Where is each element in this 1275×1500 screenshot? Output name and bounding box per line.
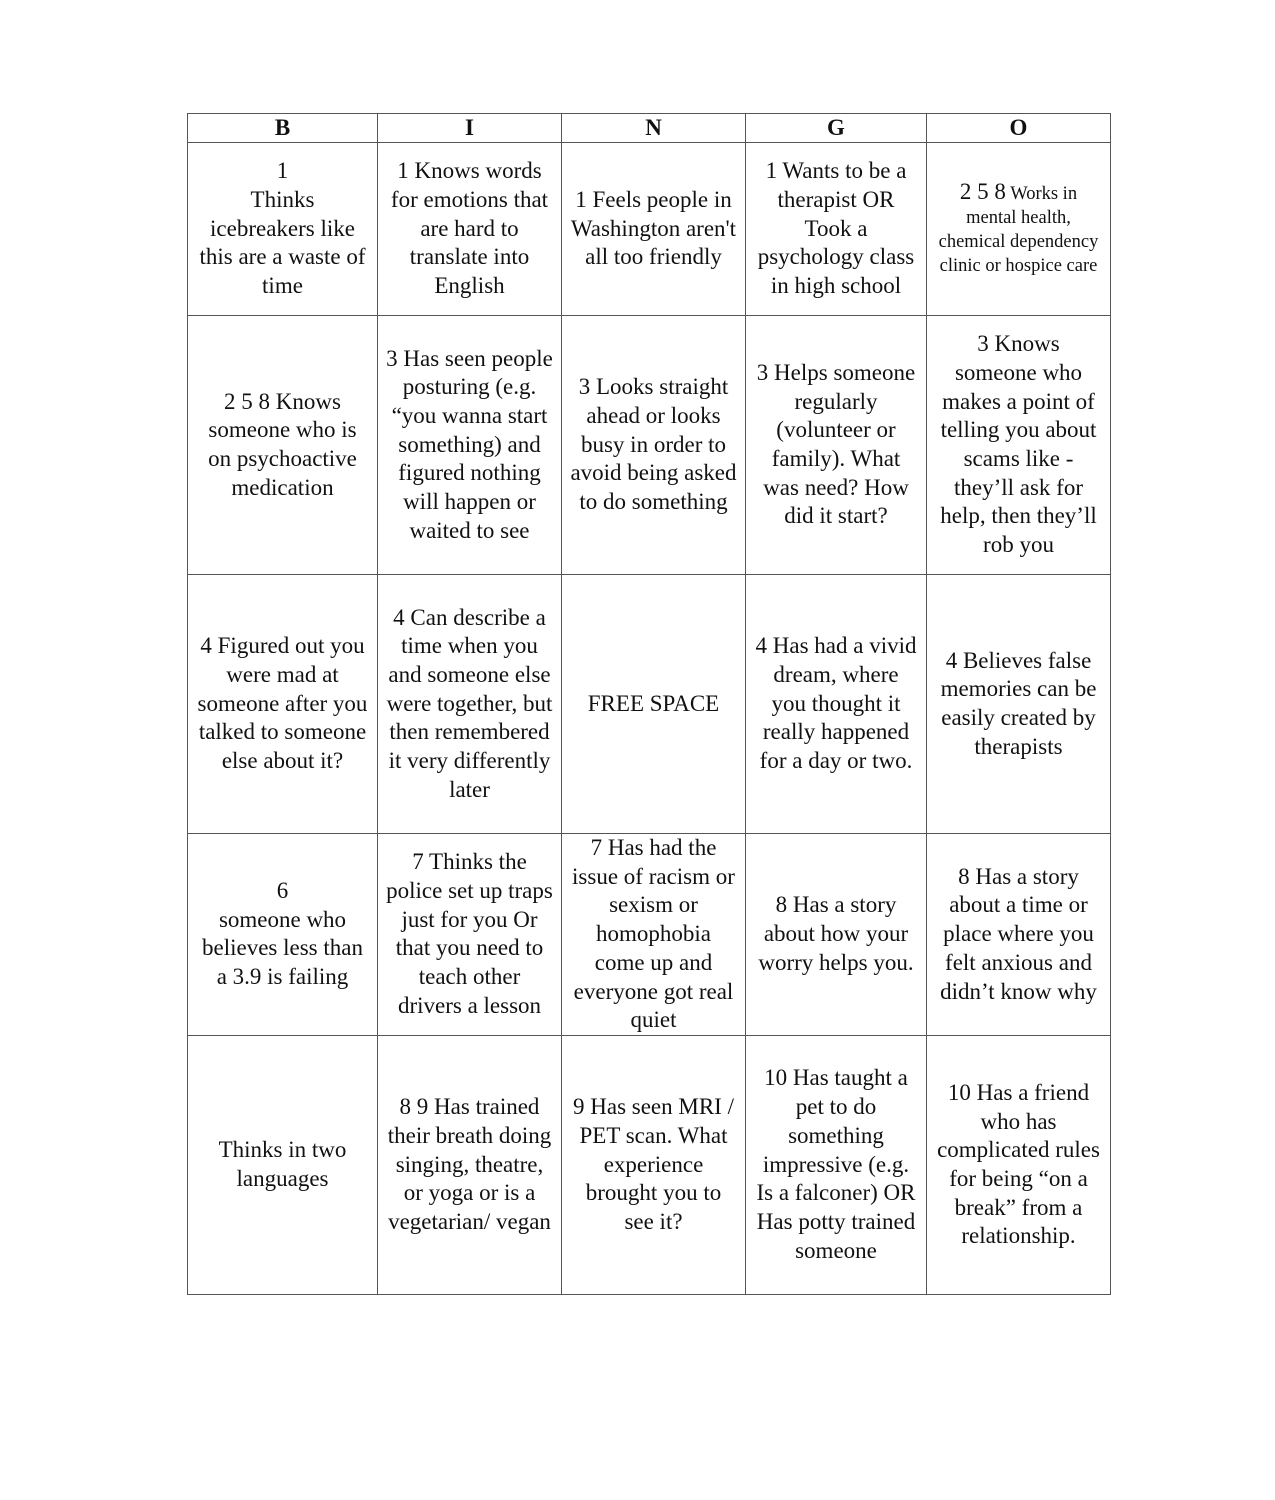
cell-n3-free-space: FREE SPACE: [562, 575, 746, 834]
cell-b2: 2 5 8 Knows someone who is on psychoactive medication: [188, 316, 378, 575]
cell-i1: 1 Knows words for emotions that are hard to translate into English: [378, 143, 562, 316]
bingo-row-5: [188, 1035, 1111, 1294]
cell-o1-text: Works in mental health, chemical dependency clinic or hospice care: [938, 184, 1099, 276]
cell-g5: 10 Has taught a pet to do something impressive (e.g. Is a falconer) OR Has potty trained someone: [746, 1035, 927, 1294]
cell-b4: 6 someone who believes less than a 3.9 is failing: [188, 834, 378, 1036]
cell-g1: 1 Wants to be a therapist OR Took a psychology class in high school: [746, 143, 927, 316]
cell-g4: 8 Has a story about how your worry helps you.: [746, 834, 927, 1036]
cell-n1: 1 Feels people in Washington aren't all too friendly: [562, 143, 746, 316]
cell-i2: 3 Has seen people posturing (e.g. “you wanna start something) and figured nothing will happen or waited to see: [378, 316, 562, 575]
header-i: I: [378, 114, 562, 143]
header-b: B: [188, 114, 378, 143]
bingo-row-3: [188, 575, 1111, 834]
header-n: N: [562, 114, 746, 143]
cell-n4: 7 Has had the issue of racism or sexism or homophobia come up and everyone got real quiet: [562, 834, 746, 1036]
cell-n5: 9 Has seen MRI / PET scan. What experience brought you to see it?: [562, 1035, 746, 1294]
cell-o1-number: 2 5 8: [959, 179, 1006, 204]
header-row: [188, 114, 1111, 143]
cell-n2: 3 Looks straight ahead or looks busy in order to avoid being asked to do something: [562, 316, 746, 575]
bingo-row-1: [188, 143, 1111, 316]
cell-o1: [927, 143, 1111, 316]
bingo-row-2: [188, 316, 1111, 575]
bingo-row-4: [188, 834, 1111, 1036]
header-o: O: [927, 114, 1111, 143]
cell-i5: 8 9 Has trained their breath doing singing, theatre, or yoga or is a vegetarian/ vegan: [378, 1035, 562, 1294]
bingo-card: [187, 113, 1111, 1295]
cell-o5: 10 Has a friend who has complicated rules for being “on a break” from a relationship.: [927, 1035, 1111, 1294]
header-g: G: [746, 114, 927, 143]
cell-o4: 8 Has a story about a time or place where you felt anxious and didn’t know why: [927, 834, 1111, 1036]
cell-g2: 3 Helps someone regularly (volunteer or family). What was need? How did it start?: [746, 316, 927, 575]
cell-b1: 1 Thinks icebreakers like this are a waste of time: [188, 143, 378, 316]
cell-b5: Thinks in two languages: [188, 1035, 378, 1294]
cell-b3: 4 Figured out you were mad at someone after you talked to someone else about it?: [188, 575, 378, 834]
cell-i4: 7 Thinks the police set up traps just for you Or that you need to teach other drivers a lesson: [378, 834, 562, 1036]
cell-o3: 4 Believes false memories can be easily created by therapists: [927, 575, 1111, 834]
cell-g3: 4 Has had a vivid dream, where you thought it really happened for a day or two.: [746, 575, 927, 834]
cell-i3: 4 Can describe a time when you and someone else were together, but then remembered it very differently later: [378, 575, 562, 834]
cell-o2: 3 Knows someone who makes a point of telling you about scams like - they’ll ask for help, then they’ll rob you: [927, 316, 1111, 575]
